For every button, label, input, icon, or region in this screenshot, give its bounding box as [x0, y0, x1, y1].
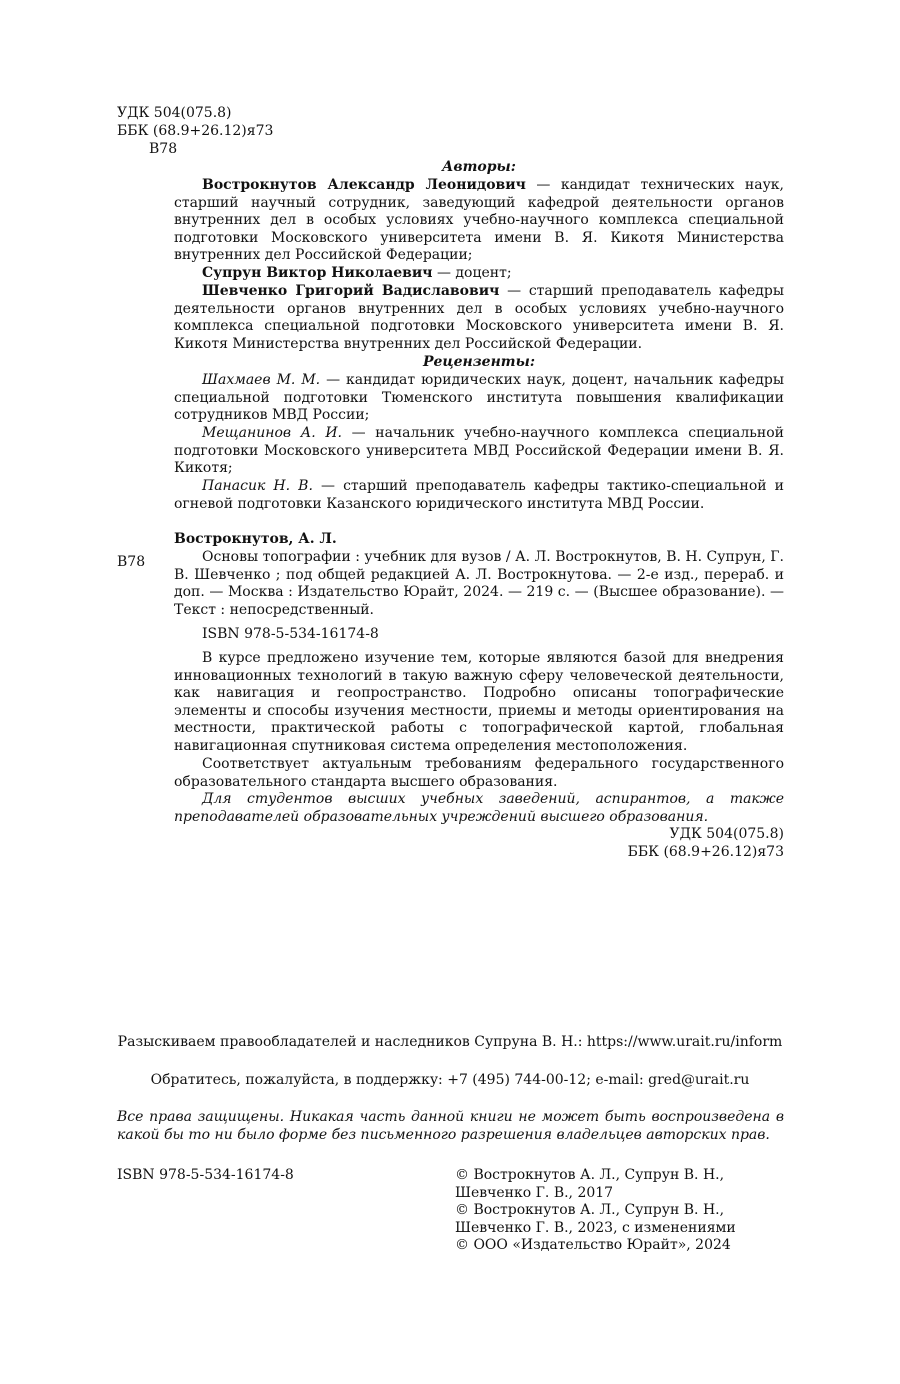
support-contact-line: Обратитесь, пожалуйста, в поддержку: +7 (495) 744-00-12; e-mail: gred@urait.ru [150, 1072, 750, 1088]
reviewer-entry-1 [174, 372, 784, 425]
reviewers-heading: Рецензенты: [422, 354, 536, 370]
author-entry-2 [174, 265, 784, 283]
author-description: — кандидат технических наук, старший научный сотрудник, заведующий кафедрой деятельности органов внутренних дел в особых условиях учебно-научного комплекса специальной подготовки Московского университета имени В. Я. Кикотя Министерства внутренних дел Российской Федерации; [174, 177, 785, 264]
annotation-paragraph-1: В курсе предложено изучение тем, которые являются базой для внедрения инновационных технологий в такую важную сферу человеческой деятельности, как навигация и геопространство. Подробно описаны топографические элементы и способы изучения местности, приемы и методы ориентирования на местности, практической работы с топографической картой, глобальная навигационная спутниковая система определения местоположения. [174, 650, 784, 754]
reviewer-entry-2 [174, 425, 784, 478]
copyright-line: Шевченко Г. В., 2023, с изменениями [455, 1219, 736, 1236]
reviewer-name: Панасик Н. В. [202, 478, 313, 494]
bibliographic-isbn: ISBN 978-5-534-16174-8 [202, 626, 379, 642]
author-entry-3 [174, 283, 784, 353]
annotation-bbk: ББК (68.9+26.12)я73 [627, 844, 784, 860]
author-entry-1 [174, 177, 784, 265]
rightholder-search-notice: Разыскиваем правообладателей и наследников Супруна В. Н.: https://www.urait.ru/inform [117, 1034, 783, 1050]
copyright-block [455, 1167, 736, 1255]
copyright-line: © Вострокнутов А. Л., Супрун В. Н., [455, 1167, 725, 1183]
copyright-line: Шевченко Г. В., 2017 [455, 1184, 614, 1201]
copyright-line: © Вострокнутов А. Л., Супрун В. Н., [455, 1202, 725, 1219]
udk-line: УДК 504(075.8) [117, 105, 232, 121]
reviewer-description: — старший преподаватель кафедры тактико-специальной и огневой подготовки Казанского юридического института МВД России. [174, 478, 784, 512]
author-name: Вострокнутов Александр Леонидович [202, 177, 526, 193]
reviewer-description: — кандидат юридических наук, доцент, начальник кафедры специальной подготовки Тюменского института повышения квалификации сотрудников МВД России; [174, 372, 784, 424]
reviewer-name: Шахмаев М. М. [202, 372, 321, 388]
annotation-udk: УДК 504(075.8) [669, 826, 784, 842]
bbk-line: ББК (68.9+26.12)я73 [117, 123, 274, 139]
rights-reserved-notice: Все права защищены. Никакая часть данной книги не может быть воспроизведена в какой бы то ни было форме без письменного разрешения владельцев авторских прав. [117, 1109, 784, 1143]
copyright-line: © ООО «Издательство Юрайт», 2024 [455, 1237, 731, 1254]
annotation-paragraph-2: Соответствует актуальным требованиям федерального государственного образовательного стандарта высшего образования. [174, 756, 784, 790]
bibliographic-main-author: Вострокнутов, А. Л. [174, 531, 337, 547]
bibliographic-description: Основы топографии : учебник для вузов / А. Л. Вострокнутов, В. Н. Супрун, Г. В. Шевченко ; под общей редакцией А. Л. Вострокнутова. — 2-е изд., перераб. и доп. — Москва : Издательство Юрайт, 2024. — 219 с. — (Высшее образование). — Текст : непосредственный. [174, 549, 784, 618]
author-description: — старший преподаватель кафедры деятельности органов внутренних дел в особых условиях учебно-научного комплекса специальной подготовки Московского университета имени В. Я. Кикотя Министерства внутренних дел Российской Федерации. [174, 283, 784, 352]
author-name: Шевченко Григорий Вадиславович [202, 283, 500, 299]
author-name: Супрун Виктор Николаевич [202, 265, 433, 281]
reviewer-entry-3 [174, 478, 784, 513]
footer-isbn: ISBN 978-5-534-16174-8 [117, 1167, 294, 1183]
reviewer-name: Мещанинов А. И. [202, 425, 342, 441]
author-code: В78 [149, 141, 178, 157]
author-description: — доцент; [432, 265, 512, 281]
annotation-audience: Для студентов высших учебных заведений, аспирантов, а также преподавателей образовательных учреждений высшего образования. [174, 791, 784, 825]
bibliographic-side-code: В78 [117, 554, 146, 570]
authors-heading: Авторы: [442, 159, 516, 175]
reviewer-description: — начальник учебно-научного комплекса специальной подготовки Московского университета МВД Российской Федерации имени В. Я. Кикотя; [174, 425, 784, 477]
